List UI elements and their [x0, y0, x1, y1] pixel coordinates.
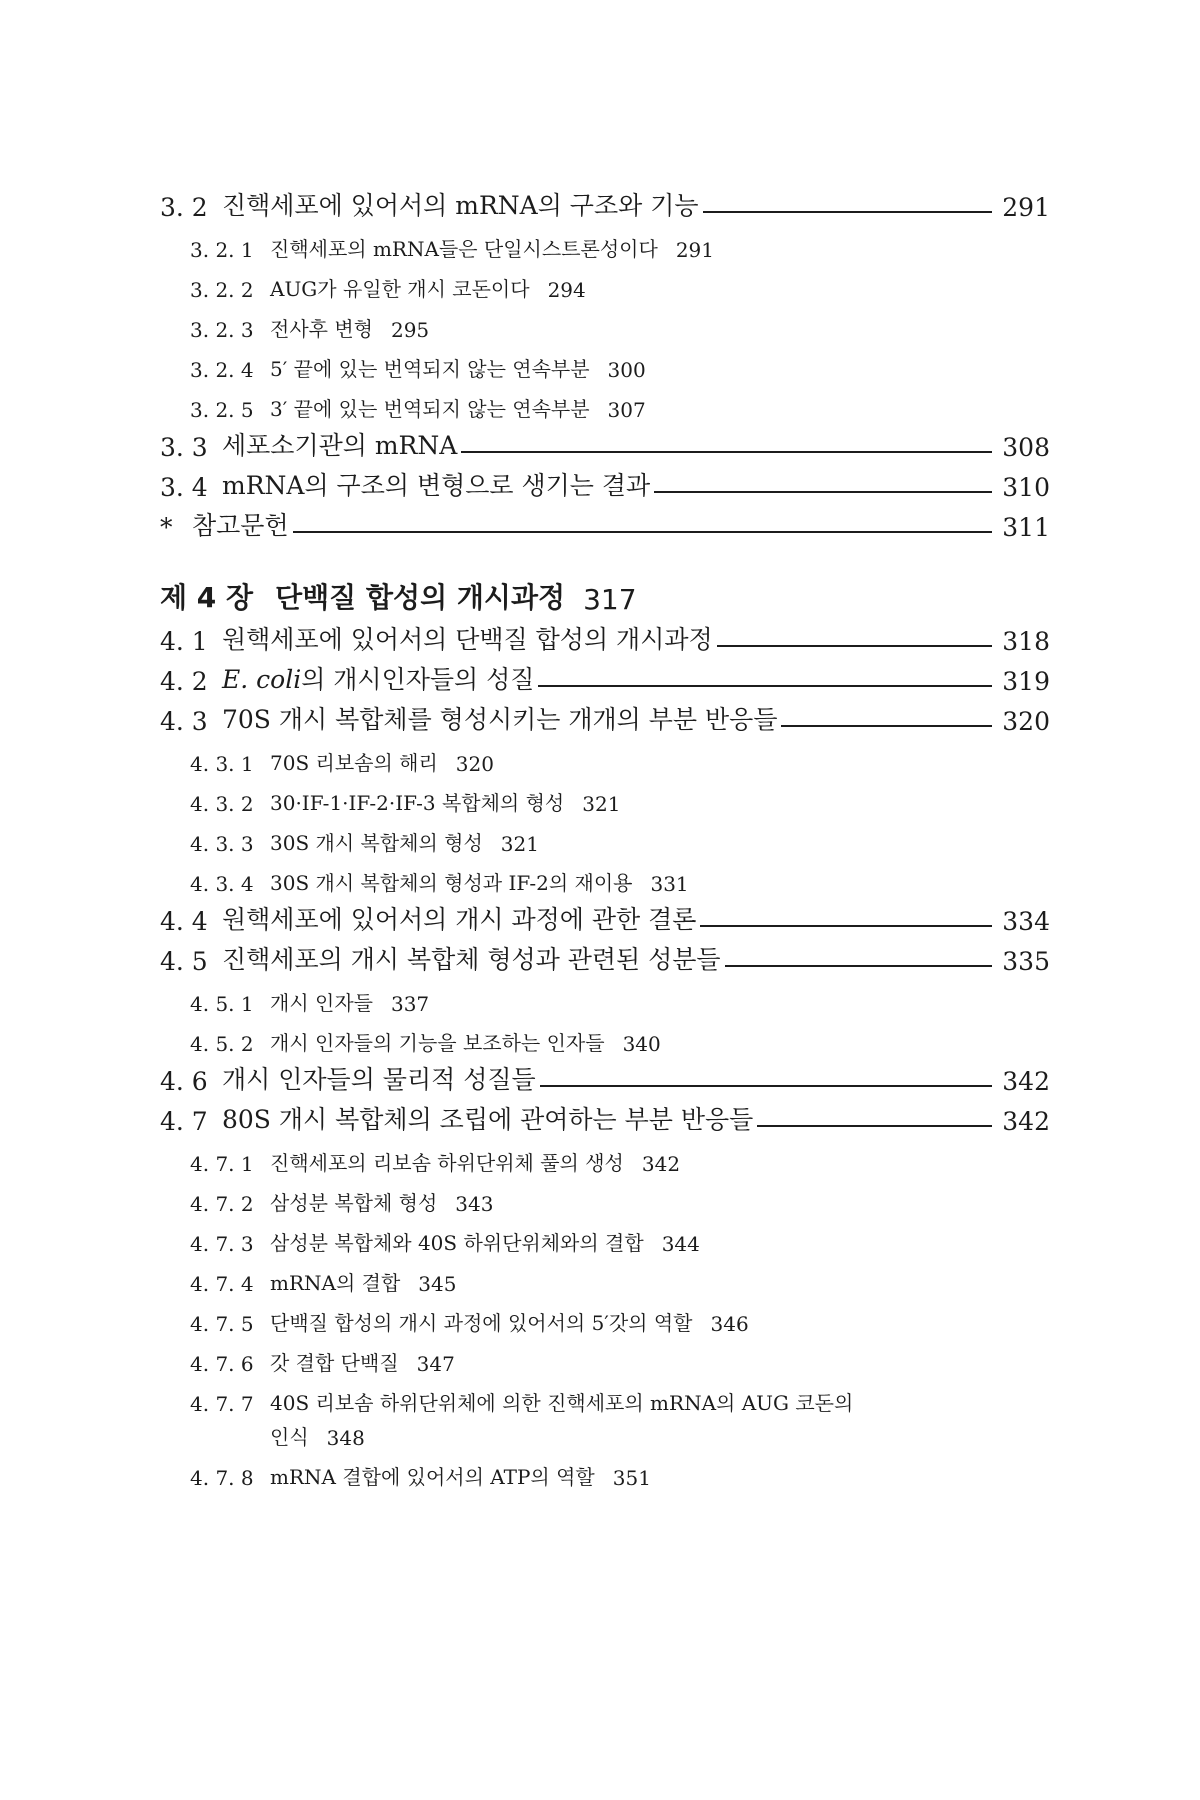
toc-subentry[interactable] — [160, 1256, 1050, 1296]
toc-entry[interactable] — [160, 656, 1050, 696]
entry-number: 4. 7. 4 — [190, 1272, 254, 1296]
entry-number: 4. 7. 3 — [190, 1232, 254, 1256]
toc-subentry[interactable] — [160, 1176, 1050, 1216]
entry-page: 337 — [390, 992, 430, 1016]
chapter-title: 단백질 합성의 개시과정 — [275, 581, 566, 614]
entry-title: 삼성분 복합체와 40S 하위단위체와의 결합 — [270, 1231, 644, 1255]
chapter-page: 317 — [583, 583, 637, 616]
entry-page: 291 — [1002, 193, 1050, 222]
toc-subentry[interactable] — [160, 262, 1050, 302]
entry-title: 80S 개시 복합체의 조립에 관여하는 부분 반응들 — [222, 1105, 754, 1134]
toc-entry[interactable] — [160, 1096, 1050, 1136]
entry-page: 294 — [547, 278, 586, 302]
entry-title: 갓 결합 단백질 — [270, 1351, 399, 1375]
entry-page: 307 — [607, 398, 646, 422]
entry-page: 344 — [661, 1232, 700, 1256]
entry-title: 5′ 끝에 있는 번역되지 않는 연속부분 — [270, 357, 590, 381]
toc-subentry-wrapped[interactable] — [160, 1376, 1050, 1450]
toc-subentry[interactable] — [160, 1016, 1050, 1056]
entry-page: 300 — [607, 358, 646, 382]
toc-subentry[interactable] — [160, 976, 1050, 1016]
entry-number: * — [160, 513, 173, 542]
entry-page: 310 — [1002, 473, 1050, 502]
chapter-heading[interactable] — [160, 574, 1050, 616]
toc-subentry[interactable] — [160, 1336, 1050, 1376]
entry-title: 진핵세포의 리보솜 하위단위체 풀의 생성 — [270, 1151, 624, 1175]
entry-title: AUG가 유일한 개시 코돈이다 — [270, 277, 530, 301]
toc-subentry[interactable] — [160, 1296, 1050, 1336]
entry-number: 3. 3 — [160, 433, 208, 462]
toc-entry[interactable] — [160, 1056, 1050, 1096]
entry-number: 4. 3. 3 — [190, 832, 254, 856]
entry-title: 진핵세포의 개시 복합체 형성과 관련된 성분들 — [222, 945, 721, 974]
entry-title: mRNA의 구조의 변형으로 생기는 결과 — [222, 471, 651, 500]
dot-leader — [781, 725, 992, 727]
entry-page: 308 — [1002, 433, 1050, 462]
entry-number: 4. 5. 1 — [190, 992, 254, 1016]
entry-number: 4. 7. 8 — [190, 1466, 254, 1490]
entry-title: 단백질 합성의 개시 과정에 있어서의 5′갓의 역할 — [270, 1311, 693, 1335]
entry-number: 3. 2. 2 — [190, 278, 254, 302]
entry-page: 346 — [710, 1312, 749, 1336]
toc-subentry[interactable] — [160, 736, 1050, 776]
entry-title: 30S 개시 복합체의 형성과 IF-2의 재이용 — [270, 871, 633, 895]
entry-number: 3. 2. 4 — [190, 358, 254, 382]
entry-number: 4. 7. 6 — [190, 1352, 254, 1376]
entry-title: 세포소기관의 mRNA — [222, 431, 458, 460]
dot-leader — [293, 531, 993, 533]
entry-title: 3′ 끝에 있는 번역되지 않는 연속부분 — [270, 397, 590, 421]
chapter-number: 제 4 장 — [160, 581, 254, 614]
dot-leader — [757, 1125, 992, 1127]
entry-page: 342 — [1002, 1067, 1050, 1096]
entry-page: 343 — [455, 1192, 494, 1216]
toc-section-3 — [160, 182, 1050, 542]
toc-entry[interactable] — [160, 696, 1050, 736]
entry-number: 4. 7. 5 — [190, 1312, 254, 1336]
toc-subentry[interactable] — [160, 342, 1050, 382]
entry-number: 4. 7. 2 — [190, 1192, 254, 1216]
toc-subentry[interactable] — [160, 1450, 1050, 1490]
entry-page: 321 — [582, 792, 621, 816]
entry-title: 원핵세포에 있어서의 단백질 합성의 개시과정 — [222, 625, 713, 654]
toc-chapter-4 — [160, 574, 1050, 1490]
dot-leader — [717, 645, 993, 647]
toc-entry-references[interactable] — [160, 502, 1050, 542]
entry-title-continued: 인식 — [270, 1425, 309, 1449]
entry-number: 4. 5 — [160, 947, 208, 976]
toc-entry[interactable] — [160, 182, 1050, 222]
entry-number: 3. 2. 3 — [190, 318, 254, 342]
entry-page: 320 — [455, 752, 494, 776]
toc-entry[interactable] — [160, 616, 1050, 656]
entry-number: 4. 5. 2 — [190, 1032, 254, 1056]
toc-subentry[interactable] — [160, 856, 1050, 896]
entry-number: 4. 3. 1 — [190, 752, 254, 776]
entry-number: 4. 4 — [160, 907, 208, 936]
entry-title: 개시 인자들 — [270, 991, 373, 1015]
entry-title: 전사후 변형 — [270, 317, 373, 341]
entry-number: 4. 3 — [160, 707, 208, 736]
toc-entry[interactable] — [160, 462, 1050, 502]
entry-number: 3. 2. 5 — [190, 398, 254, 422]
entry-title — [222, 660, 534, 696]
entry-title: 70S 리보솜의 해리 — [270, 751, 438, 775]
toc-subentry[interactable] — [160, 302, 1050, 342]
entry-number: 4. 7 — [160, 1107, 208, 1136]
entry-title: 70S 개시 복합체를 형성시키는 개개의 부분 반응들 — [222, 705, 778, 734]
entry-page: 342 — [1002, 1107, 1050, 1136]
entry-page: 319 — [1002, 667, 1050, 696]
entry-number: 3. 2 — [160, 193, 208, 222]
entry-title: 진핵세포의 mRNA들은 단일시스트론성이다 — [270, 237, 658, 261]
toc-entry[interactable] — [160, 936, 1050, 976]
entry-page: 291 — [675, 238, 714, 262]
entry-title: 30·IF-1·IF-2·IF-3 복합체의 형성 — [270, 791, 565, 815]
dot-leader — [538, 685, 992, 687]
entry-number: 3. 2. 1 — [190, 238, 254, 262]
entry-title: 원핵세포에 있어서의 개시 과정에 관한 결론 — [222, 905, 697, 934]
dot-leader — [703, 211, 993, 213]
dot-leader — [700, 925, 992, 927]
toc-subentry[interactable] — [160, 1216, 1050, 1256]
entry-page: 345 — [418, 1272, 457, 1296]
entry-title: 40S 리보솜 하위단위체에 의한 진핵세포의 mRNA의 AUG 코돈의 — [270, 1391, 854, 1415]
entry-title: 진핵세포에 있어서의 mRNA의 구조와 기능 — [222, 191, 699, 220]
entry-page: 340 — [622, 1032, 661, 1056]
entry-number: 4. 7. 1 — [190, 1152, 254, 1176]
toc-entry[interactable] — [160, 422, 1050, 462]
entry-page: 351 — [612, 1466, 651, 1490]
entry-title: 참고문헌 — [192, 511, 289, 540]
dot-leader — [725, 965, 993, 967]
toc-subentry[interactable] — [160, 776, 1050, 816]
toc-subentry[interactable] — [160, 816, 1050, 856]
entry-title: mRNA 결합에 있어서의 ATP의 역할 — [270, 1465, 595, 1489]
entry-page: 347 — [416, 1352, 455, 1376]
dot-leader — [540, 1085, 993, 1087]
entry-number: 4. 2 — [160, 667, 208, 696]
entry-title: mRNA의 결합 — [270, 1271, 401, 1295]
entry-title-rest: 의 개시인자들의 성질 — [301, 665, 535, 694]
entry-number: 4. 3. 2 — [190, 792, 254, 816]
entry-page: 311 — [1002, 513, 1050, 542]
entry-page: 320 — [1002, 707, 1050, 736]
entry-page: 348 — [326, 1426, 365, 1450]
entry-page: 335 — [1002, 947, 1050, 976]
entry-number: 4. 6 — [160, 1067, 208, 1096]
entry-page: 318 — [1002, 627, 1050, 656]
toc-entry[interactable] — [160, 896, 1050, 936]
toc-subentry[interactable] — [160, 382, 1050, 422]
entry-number: 3. 4 — [160, 473, 208, 502]
toc-subentry[interactable] — [160, 222, 1050, 262]
entry-number: 4. 7. 7 — [190, 1392, 254, 1416]
dot-leader — [461, 451, 992, 453]
entry-page: 342 — [641, 1152, 681, 1176]
entry-page: 295 — [390, 318, 430, 342]
entry-title: 개시 인자들의 물리적 성질들 — [222, 1065, 536, 1094]
entry-title-italic: E. coli — [222, 665, 302, 694]
dot-leader — [654, 491, 992, 493]
entry-number: 4. 3. 4 — [190, 872, 254, 896]
entry-title: 개시 인자들의 기능을 보조하는 인자들 — [270, 1031, 605, 1055]
entry-page: 334 — [1002, 907, 1050, 936]
entry-title: 삼성분 복합체 형성 — [270, 1191, 438, 1215]
toc-subentry[interactable] — [160, 1136, 1050, 1176]
entry-page: 331 — [650, 872, 689, 896]
entry-page: 321 — [500, 832, 539, 856]
entry-number: 4. 1 — [160, 627, 208, 656]
entry-title: 30S 개시 복합체의 형성 — [270, 831, 483, 855]
